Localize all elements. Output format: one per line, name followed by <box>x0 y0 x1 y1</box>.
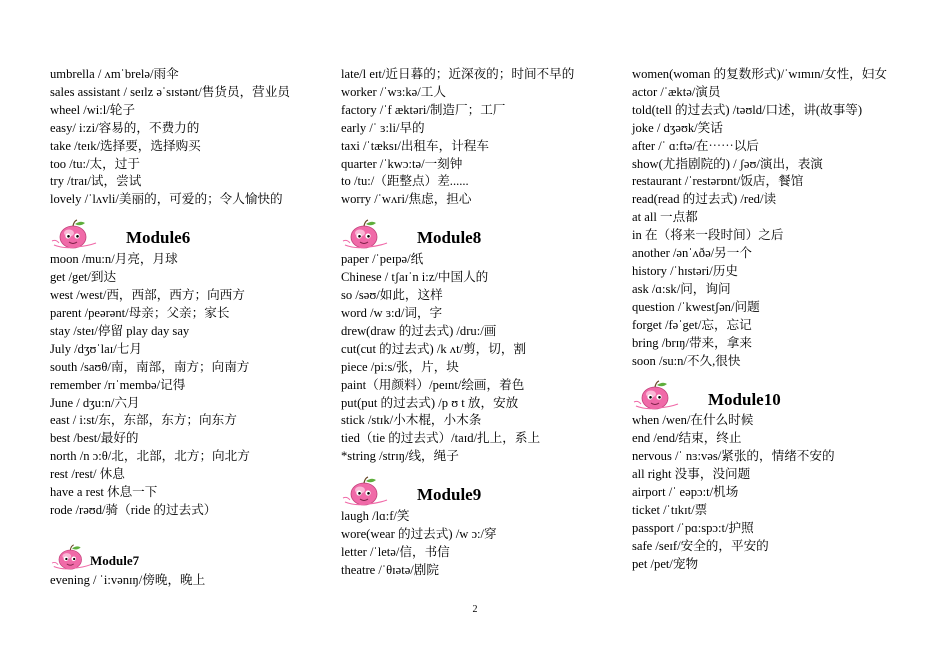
apple-cartoon-icon <box>341 219 391 249</box>
list-item: piece /pi:s/张，片，块 <box>341 359 459 374</box>
list-item: after /ˈ ɑ:ftə/在⋯⋯以后 <box>632 138 759 153</box>
apple-cartoon-icon <box>632 380 682 410</box>
entry-list-intro-col3 <box>632 66 904 370</box>
list-item: when /wen/在什么时候 <box>632 413 754 428</box>
module-title: Module9 <box>417 485 482 505</box>
column-2 <box>341 66 603 580</box>
list-item: quarter /ˈkwɔ:tə/一刻钟 <box>341 156 463 171</box>
module-title: Module10 <box>708 389 781 409</box>
list-item: paint（用颜料）/peɪnt/绘画，着色 <box>341 377 525 392</box>
list-item: remember /rɪˈmembə/记得 <box>50 377 186 392</box>
apple-cartoon-icon <box>341 476 391 506</box>
list-item: another /ənˈʌðə/另一个 <box>632 246 752 261</box>
spacer <box>50 520 312 538</box>
list-item: ticket /ˈtɪkɪt/票 <box>632 502 708 517</box>
list-item: at all 一点都 <box>632 210 698 225</box>
list-item: worry /ˈwʌri/焦虑，担心 <box>341 192 472 207</box>
list-item: have a rest 休息一下 <box>50 485 158 500</box>
list-item: forget /fəˈget/忘，忘记 <box>632 317 752 332</box>
list-item: women(woman 的复数形式)/ˈwɪmɪn/女性，妇女 <box>632 67 887 81</box>
entry-list-module10 <box>632 412 904 573</box>
list-item: worker /ˈwɜ:kə/工人 <box>341 84 446 99</box>
list-item: letter /ˈletə/信，书信 <box>341 544 450 559</box>
list-item: stay /steɪ/停留 play day say <box>50 323 190 338</box>
list-item: word /w ɜ:d/词，字 <box>341 305 443 320</box>
list-item: rode /rəʊd/骑（ride 的过去式） <box>50 502 217 517</box>
list-item: taxi /ˈtæksɪ/出租车，计程车 <box>341 138 489 153</box>
entry-list-module9 <box>341 508 603 580</box>
list-item: June / dʒu:n/六月 <box>50 395 140 410</box>
list-item: put(put 的过去式) /p ʊ t 放，安放 <box>341 395 519 410</box>
apple-cartoon-icon <box>50 544 94 570</box>
list-item: so /səʊ/如此，这样 <box>341 288 443 303</box>
list-item: pet /pet/宠物 <box>632 556 699 571</box>
list-item: in 在（将来一段时间）之后 <box>632 228 784 243</box>
list-item: try /traɪ/试，尝试 <box>50 174 142 189</box>
list-item: too /tu:/太，过于 <box>50 156 140 171</box>
list-item: actor /ˈæktə/演员 <box>632 84 721 99</box>
module-title: Module6 <box>126 228 191 248</box>
module10-heading <box>632 374 904 410</box>
entry-list-module8 <box>341 251 603 466</box>
list-item: history /ˈhɪstəri/历史 <box>632 263 738 278</box>
list-item: get /get/到达 <box>50 270 117 285</box>
module7-heading <box>50 542 312 570</box>
list-item: all right 没事，没问题 <box>632 467 751 482</box>
entry-list-intro-col1 <box>50 66 312 209</box>
list-item: wore(wear 的过去式) /w ɔ:/穿 <box>341 527 497 542</box>
module6-heading <box>50 213 312 249</box>
list-item: late/l eɪt/近日暮的；近深夜的；时间不早的 <box>341 67 575 81</box>
list-item: south /saʊθ/南，南部，南方；向南方 <box>50 359 250 374</box>
list-item: airport /ˈ eəpɔ:t/机场 <box>632 485 739 500</box>
list-item: restaurant /ˈrestərɒnt/饭店，餐馆 <box>632 174 804 189</box>
apple-cartoon-icon <box>50 219 100 249</box>
list-item: north /n ɔ:θ/北，北部，北方；向北方 <box>50 449 250 464</box>
list-item: end /end/结束，终止 <box>632 431 742 446</box>
list-item: joke / dʒəʊk/笑话 <box>632 120 723 135</box>
list-item: evening / ˈi:vənɪŋ/傍晚，晚上 <box>50 572 206 587</box>
list-item: ask /ɑ:sk/问，询问 <box>632 281 731 296</box>
list-item: theatre /ˈθɪətə/剧院 <box>341 562 439 577</box>
list-item: nervous /ˈ nɜ:vəs/紧张的，情绪不安的 <box>632 449 835 464</box>
list-item: question /ˈkwestʃən/问题 <box>632 299 760 314</box>
list-item: take /teɪk/选择要，选择购买 <box>50 138 201 153</box>
list-item: told(tell 的过去式) /təʊld/口述，讲(故事等) <box>632 102 863 117</box>
list-item: soon /su:n/不久,很快 <box>632 353 741 368</box>
entry-list-intro-col2 <box>341 66 603 209</box>
list-item: laugh /lɑ:f/笑 <box>341 509 410 524</box>
list-item: cut(cut 的过去式) /k ʌt/剪，切，割 <box>341 341 527 356</box>
list-item: lovely /ˈlʌvli/美丽的，可爱的；令人愉快的 <box>50 192 283 207</box>
list-item: tied（tie 的过去式）/taɪd/扎上，系上 <box>341 431 541 446</box>
list-item: drew(draw 的过去式) /dru:/画 <box>341 323 497 338</box>
list-item: east / i:st/东，东部，东方；向东方 <box>50 413 237 428</box>
page-number: 2 <box>472 604 478 615</box>
column-1 <box>50 66 312 590</box>
list-item: easy/ i:zi/容易的，不费力的 <box>50 120 200 135</box>
list-item: best /best/最好的 <box>50 431 139 446</box>
list-item: factory /ˈf æktəri/制造厂；工厂 <box>341 102 506 117</box>
list-item: read(read 的过去式) /red/读 <box>632 192 777 207</box>
list-item: Chinese / tʃaɪˈn i:z/中国人的 <box>341 270 489 285</box>
list-item: passport /ˈpɑ:spɔ:t/护照 <box>632 520 754 535</box>
column-3 <box>632 66 904 574</box>
module9-heading <box>341 470 603 506</box>
list-item: wheel /wi:l/轮子 <box>50 102 135 117</box>
list-item: moon /mu:n/月亮，月球 <box>50 252 178 267</box>
list-item: July /dʒʊˈlaɪ/七月 <box>50 341 142 356</box>
list-item: rest /rest/ 休息 <box>50 467 125 482</box>
list-item: *string /strɪŋ/线，绳子 <box>341 449 459 464</box>
list-item: to /tu:/（距整点）差...... <box>341 174 469 189</box>
list-item: umbrella / ʌmˈbrelə/雨伞 <box>50 67 179 81</box>
list-item: west /west/西，西部，西方；向西方 <box>50 288 245 303</box>
list-item: bring /brɪŋ/带来，拿来 <box>632 335 752 350</box>
list-item: early /ˈ ɜ:li/早的 <box>341 120 425 135</box>
module-title: Module7 <box>90 552 140 568</box>
module-title: Module8 <box>417 228 482 248</box>
list-item: stick /stɪk/小木棍，小木条 <box>341 413 482 428</box>
list-item: show(尤指剧院的) / ʃəʊ/演出，表演 <box>632 156 823 171</box>
module8-heading <box>341 213 603 249</box>
entry-list-module6 <box>50 251 312 520</box>
list-item: paper /ˈpeɪpə/纸 <box>341 252 424 267</box>
list-item: parent /peərənt/母亲；父亲；家长 <box>50 305 230 320</box>
entry-list-module7 <box>50 572 312 590</box>
list-item: sales assistant / seɪlz əˈsɪstənt/售货员，营业员 <box>50 84 290 99</box>
list-item: safe /seɪf/安全的，平安的 <box>632 538 769 553</box>
